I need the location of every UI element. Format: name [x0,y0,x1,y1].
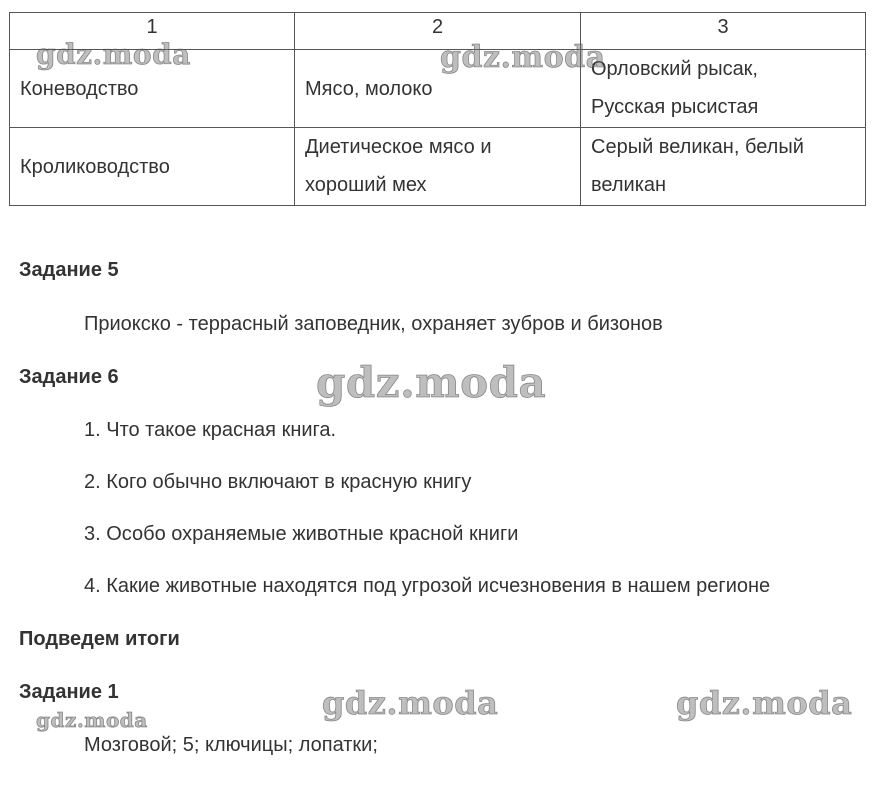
watermark: gdz.moda [316,358,547,407]
watermark: gdz.moda [322,684,499,722]
task6-item: 3. Особо охраняемые животные красной книги [84,523,519,545]
table-cell: Кролиководство [10,128,295,206]
task1-text: Мозговой; 5; ключицы; лопатки; [84,734,378,756]
table-cell: Коневодство [10,50,295,128]
table-header-row [10,13,866,50]
task6-item: 2. Кого обычно включают в красную книгу [84,471,472,493]
summary-heading: Подведем итоги [19,628,180,650]
table-header-cell: 2 [295,13,581,50]
watermark: gdz.moda [440,40,606,75]
table-cell [295,128,581,206]
table-row [10,128,866,206]
task5-text: Приокско - террасный заповедник, охраняет зубров и бизонов [84,313,663,335]
table-cell-line: великан [591,174,667,196]
table-cell-line: Орловский рысак, [591,58,758,80]
table-cell-line: хороший мех [305,174,427,196]
table-header-cell: 1 [10,13,295,50]
watermark: gdz.moda [676,684,853,722]
table-cell-line: Диетическое мясо и [305,136,492,158]
watermark: gdz.moda [36,708,148,732]
table-cell-line: Русская рысистая [591,96,759,118]
task6-item: 1. Что такое красная книга. [84,419,337,441]
table-cell-line: Серый великан, белый [591,136,804,158]
table-row [10,50,866,128]
task5-heading: Задание 5 [19,259,119,281]
task6-item: 4. Какие животные находятся под угрозой исчезновения в нашем регионе [84,575,771,597]
table-cell [581,50,866,128]
data-table [9,12,866,206]
watermark: gdz.moda [36,38,191,71]
task6-heading: Задание 6 [19,366,119,388]
table-cell: Мясо, молоко [295,50,581,128]
task1-heading: Задание 1 [19,681,119,703]
table-cell [581,128,866,206]
table-header-cell: 3 [581,13,866,50]
